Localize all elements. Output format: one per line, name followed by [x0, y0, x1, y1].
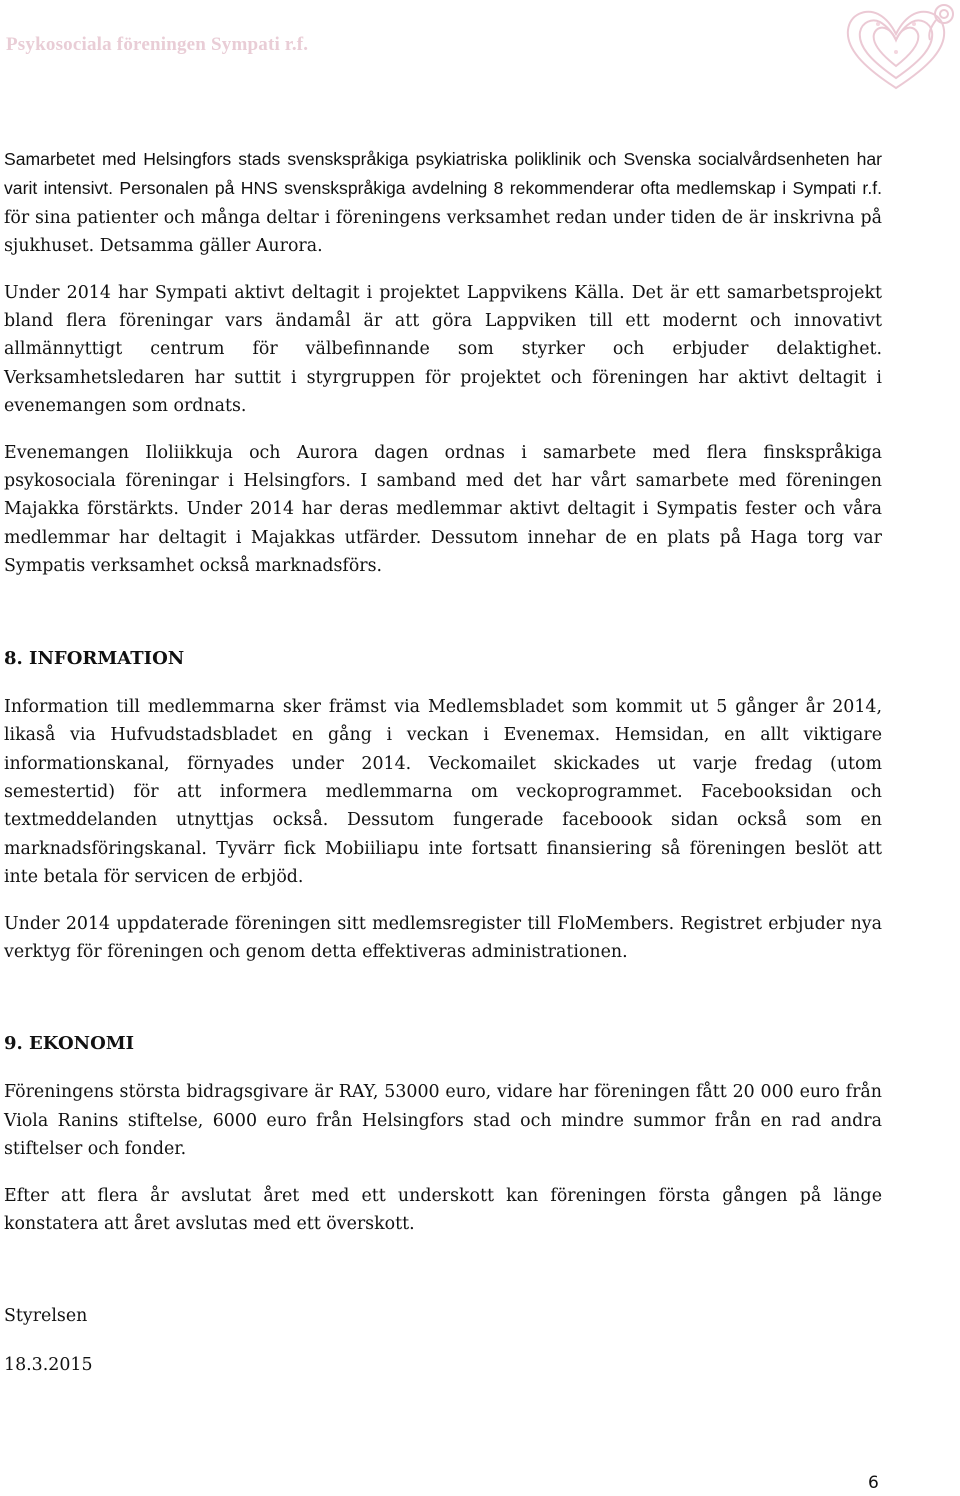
document-body: [4, 145, 882, 1397]
document-date: 18.3.2015: [4, 1354, 93, 1375]
paragraph-lappviken: Under 2014 har Sympati aktivt deltagit i projektet Lappvikens Källa. Det är ett samarbetsprojekt bland flera föreningar vars ändamål är att göra Lappviken till ett modernt och innovativt allmännyttigt centrum för välbefinnande som styrker och erbjuder delaktighet. Verksamhetsledaren har suttit i styrgruppen för projektet och föreningen har aktivt deltagit i evenemangen som ordnats.: [4, 282, 882, 417]
paragraph-samarbete-part-b: för sina patienter och många deltar i föreningens verksamhet redan under tiden de är inskrivna på sjukhuset. Detsamma gäller Aurora.: [4, 207, 882, 257]
paragraph-evenemang: Evenemangen Iloliikkuja och Aurora dagen ordnas i samarbete med flera finskspråkiga psykosociala föreningar i Helsingfors. I samband med det har vårt samarbete med föreningen Majakka förstärkts. Under 2014 har deras medlemmar aktivt deltagit i Sympatis fester och våra medlemmar har deltagit i Majakkas utfärder. Dessutom innehar de en plats på Haga torg var Sympatis verksamhet också marknadsförs.: [4, 442, 882, 577]
paragraph-overskott: Efter att flera år avslutat året med ett underskott kan föreningen första gången på länge konstatera att året avslutas med ett överskott.: [4, 1185, 882, 1234]
paragraph-information: Information till medlemmarna sker främst via Medlemsbladet som kommit ut 5 gånger år 2014, likaså via Hufvudstadsbladet en gång i veckan i Evenemax. Hemsidan, en allt viktigare informationskanal, förnyades under 2014. Veckomailet skickades ut varje fredag (utom semestertid) för att informera medlemmarna om veckoprogrammet. Facebooksidan och textmeddelanden utnyttjas också. Dessutom fungerade faceboook sidan också som en marknadsföringskanal. Tyvärr fick Mobiiliapu inte fortsatt finansiering så föreningen beslöt att inte betala för servicen de erbjöd.: [4, 696, 882, 888]
heart-logo-icon: [832, 0, 960, 92]
paragraph-samarbete: [4, 145, 882, 261]
section-heading-information: 8. INFORMATION: [4, 647, 185, 669]
header-title: Psykosociala föreningen Sympati r.f.: [6, 34, 309, 55]
paragraph-medlemsregister: Under 2014 uppdaterade föreningen sitt medlemsregister till FloMembers. Registret erbjuder nya verktyg för föreningen och genom detta effektiveras administrationen.: [4, 913, 882, 962]
section-heading-ekonomi: 9. EKONOMI: [4, 1033, 135, 1055]
page-number: 6: [868, 1473, 879, 1493]
paragraph-bidrag: Föreningens största bidragsgivare är RAY, 53000 euro, vidare har föreningen fått 20 000 euro från Viola Ranins stiftelse, 6000 euro från Helsingfors stad och mindre summor från en rad andra stiftelser och fonder.: [4, 1082, 882, 1160]
paragraph-samarbete-part-a: Samarbetet med Helsingfors stads svenskspråkiga psykiatriska poliklinik och Svenska socialvårdsenheten har varit intensivt. Personalen på HNS svenskspråkiga avdelning 8 rekommenderar ofta medlemskap i Sympati r.f.: [4, 149, 882, 199]
signature: Styrelsen: [4, 1306, 88, 1327]
